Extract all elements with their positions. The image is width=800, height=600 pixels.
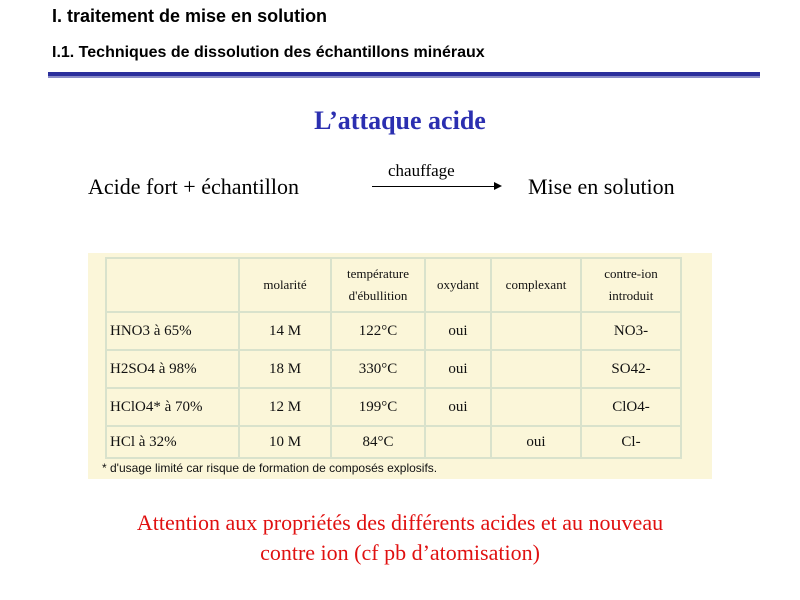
table-header-row xyxy=(106,258,681,312)
acid-cell-hno3: HNO3 à 65% xyxy=(106,312,239,350)
molarite-cell: 18 M xyxy=(239,350,331,388)
oxydant-cell: oui xyxy=(425,388,491,426)
molarite-cell: 10 M xyxy=(239,426,331,458)
equation-arrow-label: chauffage xyxy=(388,161,455,180)
temperature-cell: 199°C xyxy=(331,388,425,426)
subsection-heading: I.1. Techniques de dissolution des échantillons minéraux xyxy=(52,44,485,61)
arrowhead-icon xyxy=(494,182,502,190)
contre-ion-cell: SO42- xyxy=(581,350,681,388)
table-row xyxy=(106,388,681,426)
table-row xyxy=(106,426,681,458)
temperature-cell: 84°C xyxy=(331,426,425,458)
reaction-arrow-icon xyxy=(372,186,500,187)
table-footnote: * d'usage limité car risque de formation de composés explosifs. xyxy=(102,461,438,475)
oxydant-cell: oui xyxy=(425,350,491,388)
acid-properties-table xyxy=(105,257,682,459)
complexant-cell xyxy=(491,350,581,388)
molarite-cell: 12 M xyxy=(239,388,331,426)
header-contre-ion-text: contre-ion introduit xyxy=(604,266,658,303)
temperature-cell: 122°C xyxy=(331,312,425,350)
header-oxydant: oxydant xyxy=(425,258,491,312)
attention-note xyxy=(0,508,800,568)
contre-ion-cell: Cl- xyxy=(581,426,681,458)
acid-cell-hcl: HCl à 32% xyxy=(106,426,239,458)
oxydant-cell xyxy=(425,426,491,458)
header-temperature-text: température d'ébullition xyxy=(346,266,410,303)
attention-line-1: Attention aux propriétés des différents acides et au nouveau xyxy=(136,510,664,535)
slide-title: L’attaque acide xyxy=(314,106,486,135)
oxydant-cell: oui xyxy=(425,312,491,350)
complexant-cell xyxy=(491,388,581,426)
header-divider xyxy=(48,72,760,78)
molarite-cell: 14 M xyxy=(239,312,331,350)
header-molarite: molarité xyxy=(239,258,331,312)
contre-ion-cell: ClO4- xyxy=(581,388,681,426)
header-complexant: complexant xyxy=(491,258,581,312)
table-row xyxy=(106,312,681,350)
complexant-cell: oui xyxy=(491,426,581,458)
section-heading: I. traitement de mise en solution xyxy=(52,6,328,26)
contre-ion-cell: NO3- xyxy=(581,312,681,350)
header-contre-ion xyxy=(581,258,681,312)
header-temperature xyxy=(331,258,425,312)
table-row xyxy=(106,350,681,388)
equation-product: Mise en solution xyxy=(528,174,675,199)
acid-cell-h2so4: H2SO4 à 98% xyxy=(106,350,239,388)
acid-cell-hclo4: HClO4* à 70% xyxy=(106,388,239,426)
complexant-cell xyxy=(491,312,581,350)
temperature-cell: 330°C xyxy=(331,350,425,388)
acid-properties-table-panel xyxy=(88,253,712,479)
table-corner-cell xyxy=(106,258,239,312)
equation-reactants: Acide fort + échantillon xyxy=(88,174,299,199)
attention-line-2: contre ion (cf pb d’atomisation) xyxy=(260,540,540,565)
